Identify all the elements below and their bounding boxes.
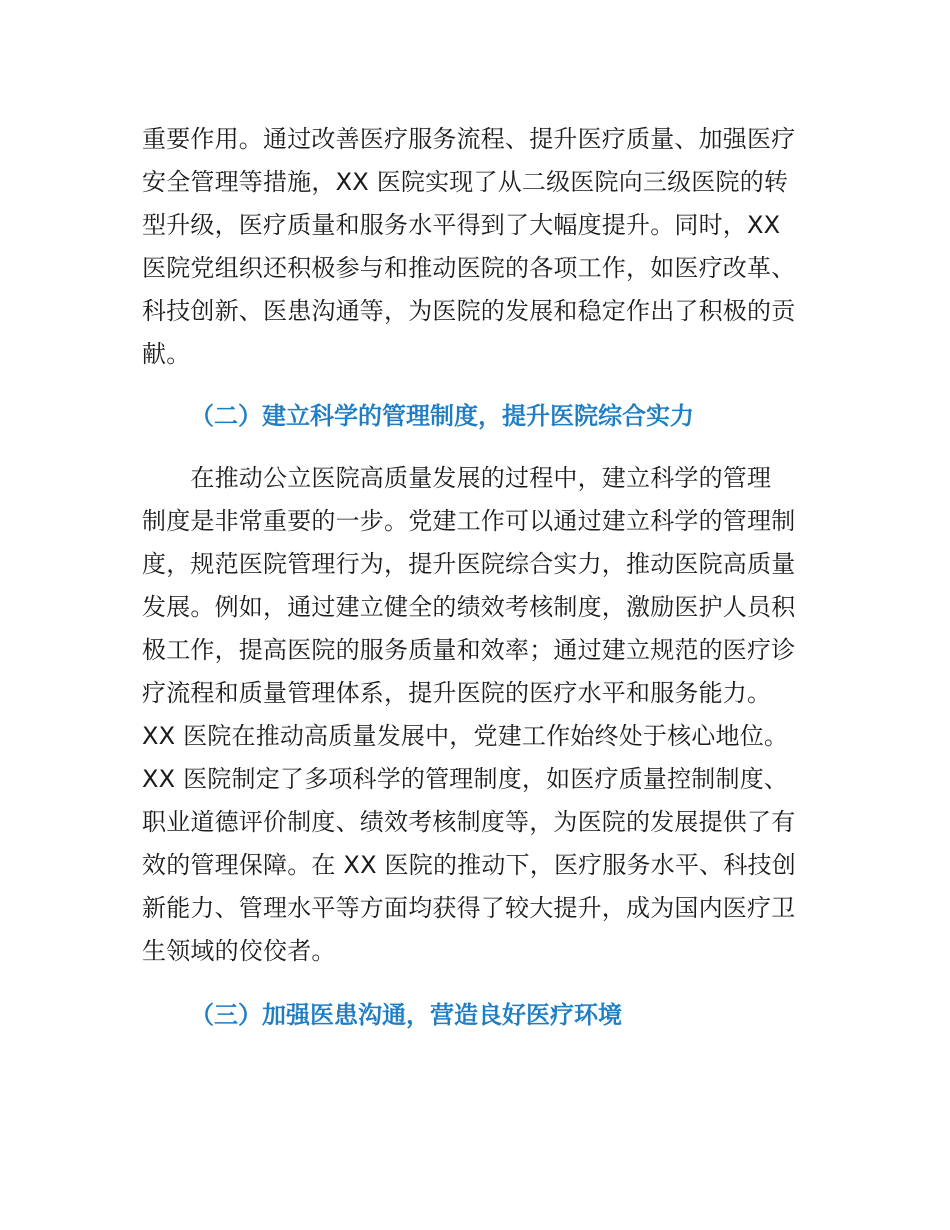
paragraph-line: 极工作，提高医院的服务质量和效率；通过建立规范的医疗诊	[142, 636, 796, 664]
paragraph-line: 效的管理保障。在 XX 医院的推动下，医疗服务水平、科技创	[142, 851, 796, 879]
paragraph-line: 型升级，医疗质量和服务水平得到了大幅度提升。同时，XX	[142, 211, 781, 239]
paragraph-line: 度，规范医院管理行为，提升医院综合实力，推动医院高质量	[142, 550, 796, 578]
paragraph-line: 医院党组织还积极参与和推动医院的各项工作，如医疗改革、	[142, 254, 796, 282]
section-heading-3: （三）加强医患沟通，营造良好医疗环境	[190, 1001, 622, 1029]
paragraph-2	[142, 457, 822, 973]
paragraph-line: 疗流程和质量管理体系，提升医院的医疗水平和服务能力。	[142, 679, 772, 707]
paragraph-line: XX 医院在推动高质量发展中，党建工作始终处于核心地位。	[142, 722, 789, 750]
paragraph-line: 生领域的佼佼者。	[142, 937, 336, 965]
paragraph-1	[142, 118, 822, 376]
paragraph-line: 在推动公立医院高质量发展的过程中，建立科学的管理	[142, 464, 772, 492]
section-heading-2: （二）建立科学的管理制度，提升医院综合实力	[190, 402, 694, 430]
paragraph-line: 制度是非常重要的一步。党建工作可以通过建立科学的管理制	[142, 507, 796, 535]
paragraph-line: 发展。例如，通过建立健全的绩效考核制度，激励医护人员积	[142, 593, 796, 621]
paragraph-line: 安全管理等措施，XX 医院实现了从二级医院向三级医院的转	[142, 168, 789, 196]
paragraph-line: XX 医院制定了多项科学的管理制度，如医疗质量控制制度、	[142, 765, 789, 793]
paragraph-line: 献。	[142, 340, 191, 368]
paragraph-line: 科技创新、医患沟通等，为医院的发展和稳定作出了积极的贡	[142, 297, 796, 325]
paragraph-line: 新能力、管理水平等方面均获得了较大提升，成为国内医疗卫	[142, 894, 796, 922]
paragraph-line: 重要作用。通过改善医疗服务流程、提升医疗质量、加强医疗	[142, 125, 796, 153]
paragraph-line: 职业道德评价制度、绩效考核制度等，为医院的发展提供了有	[142, 808, 796, 836]
